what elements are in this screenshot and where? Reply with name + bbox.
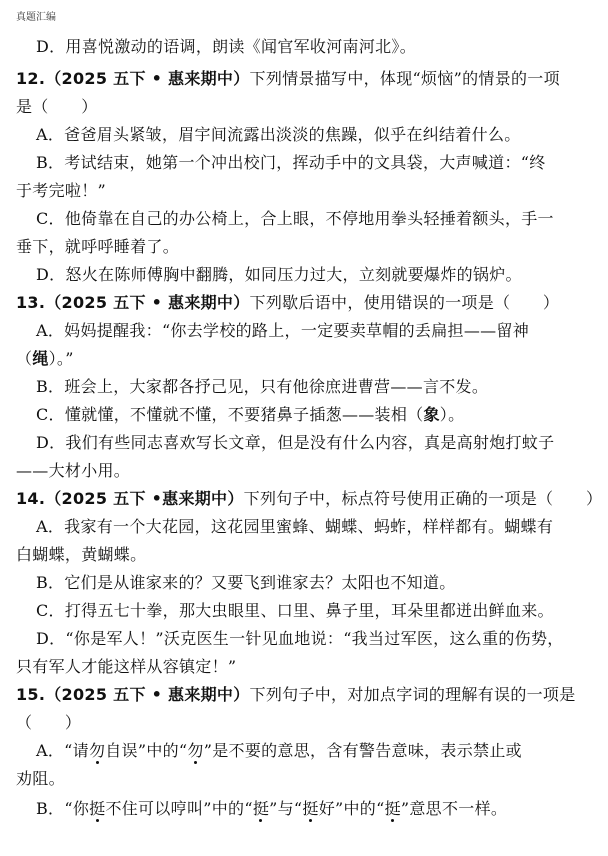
q13-number: 13. — [16, 293, 46, 312]
q14-option-b: B．它们是从谁家来的？又要飞到谁家去？太阳也不知道。 — [36, 573, 456, 592]
q14-option-d: D．“你是军人！”沃克医生一针见血地说：“我当过军医，这么重的伤势， — [36, 629, 564, 648]
q15-option-a-text-1: A．“请 — [36, 741, 89, 760]
q13-option-c-paren-close: ）。 — [439, 405, 465, 424]
q15-option-b-dotted-char-4: 挺 — [384, 799, 401, 818]
q13-option-a-bold-char: 绳 — [32, 349, 49, 368]
q14-option-a: A．我家有一个大花园，这花园里蜜蜂、蝴蝶、蚂蚱，样样都有。蝴蝶有 — [36, 517, 554, 536]
q15-option-b-text-5: ”意思不一样。 — [400, 799, 508, 818]
q12-option-d: D．怒火在陈师傅胸中翻腾，如同压力过大，立刻就要爆炸的锅炉。 — [36, 265, 522, 284]
q13-option-a-paren-open: （ — [16, 349, 33, 368]
q15-option-b-dotted-char: 挺 — [89, 799, 106, 818]
page-header: 真题汇编 — [16, 12, 56, 23]
q13-option-c — [36, 402, 464, 425]
q13-option-c-text: C．懂就懂，不懂就不懂，不要猪鼻子插葱——装相（ — [36, 405, 424, 424]
q14-option-d-cont: 只有军人才能这样从容镇定！” — [16, 657, 237, 676]
q15-option-a-text-3: ”是不要的意思，含有警告意味，表示禁止或 — [203, 741, 522, 760]
q12-option-b-cont: 于考完啦！” — [16, 181, 106, 200]
q12-stem-cont: 是（ ） — [16, 97, 98, 116]
q13-source: （2025 五下 • 惠来期中） — [45, 293, 250, 312]
q13-option-d-cont: ——大材小用。 — [16, 461, 131, 480]
q15-option-a-text-2: 自误”中的“ — [105, 741, 188, 760]
q12-option-a: A．爸爸眉头紧皱，眉宇间流露出淡淡的焦躁，似乎在纠结着什么。 — [36, 125, 521, 144]
q15-option-b — [36, 796, 507, 819]
q15-stem-cont: （ ） — [16, 713, 82, 732]
q15-number: 15. — [16, 685, 46, 704]
q15-option-a — [36, 738, 522, 761]
q12-option-c-cont: 垂下，就呼呼睡着了。 — [16, 237, 180, 256]
q15-option-b-dotted-char-2: 挺 — [252, 799, 270, 818]
q12-stem-text: 下列情景描写中，体现“烦恼”的情景的一项 — [249, 69, 560, 88]
q15-option-b-text-3: ”与“ — [269, 799, 303, 818]
q12-stem — [16, 66, 560, 89]
q13-stem-text: 下列歇后语中，使用错误的一项是（ ） — [249, 293, 560, 312]
q14-source: （2025 五下 •惠来期中） — [45, 489, 244, 508]
q12-number: 12. — [16, 69, 46, 88]
q13-option-d: D．我们有些同志喜欢写长文章，但是没有什么内容，真是高射炮打蚊子 — [36, 433, 555, 452]
q15-option-a-dotted-char-2: 勿 — [187, 741, 204, 760]
q15-option-b-text-2: 不住可以哼叫”中的“ — [105, 799, 253, 818]
q15-option-b-text-1: B．“你 — [36, 799, 90, 818]
q14-stem — [16, 486, 602, 509]
q13-stem — [16, 290, 559, 313]
q12-option-b: B．考试结束，她第一个冲出校门，挥动手中的文具袋，大声喊道：“终 — [36, 153, 546, 172]
q12-option-c: C．他倚靠在自己的办公椅上，合上眼，不停地用拳头轻捶着额头，手一 — [36, 209, 554, 228]
q15-stem — [16, 682, 576, 705]
q15-stem-text: 下列句子中，对加点字词的理解有误的一项是 — [249, 685, 576, 704]
q13-option-a-cont — [16, 346, 74, 369]
q15-source: （2025 五下 • 惠来期中） — [45, 685, 250, 704]
q13-option-b: B．班会上，大家都各抒己见，只有他徐庶进曹营——言不发。 — [36, 377, 489, 396]
q13-option-a-paren-close: ）。” — [48, 349, 74, 368]
q15-option-a-cont: 劝阻。 — [16, 769, 65, 788]
q13-option-a: A．妈妈提醒我：“你去学校的路上，一定要卖草帽的丢扁担——留神 — [36, 321, 530, 340]
q13-option-c-bold-char: 象 — [423, 405, 440, 424]
q12-source: （2025 五下 • 惠来期中） — [45, 69, 250, 88]
q14-option-a-cont: 白蝴蝶，黄蝴蝶。 — [16, 545, 147, 564]
q15-option-b-text-4: 好”中的“ — [318, 799, 385, 818]
q14-number: 14. — [16, 489, 46, 508]
q14-option-c: C．打得五七十拳，那大虫眼里、口里、鼻子里，耳朵里都迸出鲜血来。 — [36, 601, 554, 620]
q15-option-a-dotted-char: 勿 — [88, 741, 106, 760]
q14-stem-text: 下列句子中，标点符号使用正确的一项是（ ） — [243, 489, 603, 508]
q15-option-b-dotted-char-3: 挺 — [302, 799, 319, 818]
q11-option-d: D．用喜悦激动的语调，朗读《闻官军收河南河北》。 — [36, 37, 417, 56]
